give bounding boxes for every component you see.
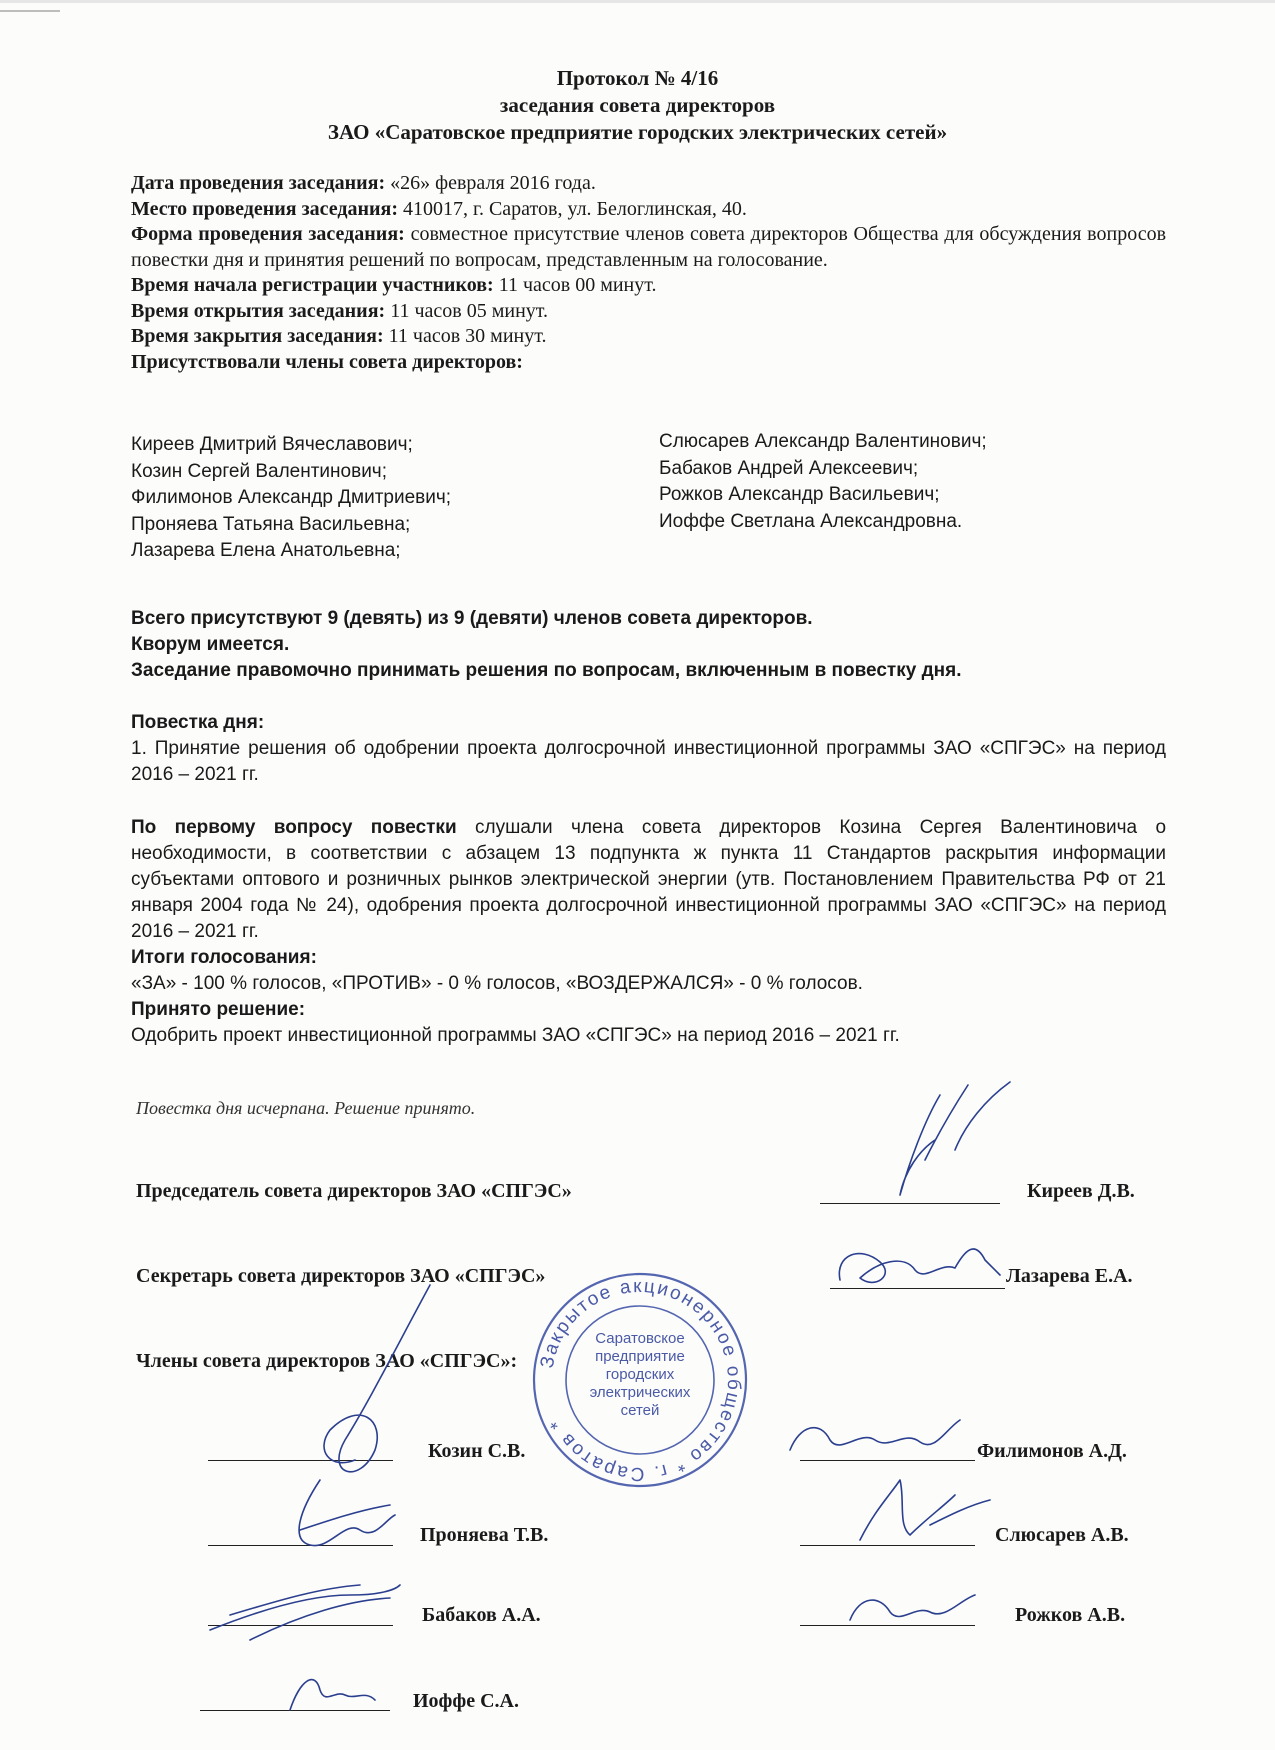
member-name: Филимонов Александр Дмитриевич; (131, 487, 452, 508)
decision-label: Принято решение: (131, 999, 306, 1020)
present-label: Присутствовали члены совета директоров: (131, 350, 523, 373)
signatory-name: Иоффе С.А. (413, 1690, 519, 1712)
member-name: Проняева Татьяна Васильевна; (131, 513, 411, 535)
decision-text: Одобрить проект инвестиционной программы ЗАО «СПГЭС» на период 2016 – 2021 гг. (131, 1025, 900, 1046)
chair-signature-line (820, 1203, 1000, 1204)
signature-line (800, 1625, 975, 1626)
protocol-number: Протокол № 4/16 (556, 66, 719, 90)
agenda-label: Повестка дня: (131, 712, 265, 733)
signature-line (208, 1545, 393, 1546)
chair-label: Председатель совета директоров ЗАО «СПГЭС» (136, 1180, 572, 1202)
signature-line (200, 1710, 390, 1711)
member-name: Козин Сергей Валентинович; (131, 460, 387, 482)
member-name: Киреев Дмитрий Вячеславович; (131, 434, 413, 455)
signature-secretary (839, 1249, 1000, 1282)
member-name: Бабаков Андрей Алексеевич; (659, 457, 919, 479)
signature-member-babakov (210, 1585, 400, 1640)
member-name: Лазарева Елена Анатольевна; (131, 540, 401, 561)
signatory-name: Козин С.В. (428, 1440, 526, 1462)
meeting-details (131, 171, 1166, 375)
stamp-ring-text: Закрытое акционерное общество * г. Саратов * (536, 1275, 745, 1485)
signature-member-filimonov (790, 1420, 960, 1450)
registration-time: Время начала регистрации участников: 11 часов 00 минут. (131, 274, 657, 296)
member-name: Рожков Александр Васильевич; (659, 484, 940, 505)
signature-member-pronyaeva (299, 1480, 395, 1546)
signature-member-slyusarev (860, 1480, 990, 1540)
stamp-center-text: Саратовское предприятие городских электрических сетей (589, 1330, 691, 1419)
quorum-statement: Кворум имеется. (131, 634, 290, 655)
quorum-block (131, 606, 1166, 684)
signature-chair (900, 1082, 1010, 1195)
protocol-subtitle: заседания совета директоров (499, 93, 776, 117)
signature-line (800, 1460, 975, 1461)
question-block (131, 815, 1166, 1049)
vote-label: Итоги голосования: (131, 947, 317, 968)
meeting-date: Дата проведения заседания: «26» февраля 2016 года. (131, 172, 596, 194)
signatory-name: Филимонов А.Д. (977, 1440, 1127, 1462)
signature-member-ioffe (290, 1680, 375, 1710)
attendance-count: Всего присутствуют 9 (девять) из 9 (девяти) членов совета директоров. (131, 608, 813, 629)
closing-note: Повестка дня исчерпана. Решение принято. (136, 1098, 476, 1118)
member-name: Иоффе Светлана Александровна. (659, 510, 963, 532)
signature-member-rozhkov (850, 1595, 975, 1620)
scan-mark (0, 10, 60, 12)
secretary-name: Лазарева Е.А. (1006, 1265, 1133, 1287)
signature-line (208, 1625, 393, 1626)
signatory-name: Бабаков А.А. (422, 1604, 541, 1626)
meeting-form: Форма проведения заседания: совместное присутствие членов совета директоров Общества для обсуждения вопросов повестки дня и принятия решений по вопросам, представленным на голосование. (131, 223, 1167, 271)
secretary-label: Секретарь совета директоров ЗАО «СПГЭС» (136, 1265, 546, 1287)
chair-name: Киреев Д.В. (1027, 1180, 1135, 1202)
signatory-name: Слюсарев А.В. (995, 1524, 1129, 1546)
closing-time: Время закрытия заседания: 11 часов 30 минут. (131, 325, 547, 347)
signature-member-kozin (324, 1285, 430, 1472)
members-left-column (131, 432, 451, 565)
signature-line (208, 1460, 393, 1461)
members-signature-label: Члены совета директоров ЗАО «СПГЭС»: (136, 1350, 518, 1372)
agenda-block (131, 710, 1166, 788)
signatory-name: Проняева Т.В. (420, 1524, 549, 1546)
members-right-column (659, 429, 987, 535)
vote-result: «ЗА» - 100 % голосов, «ПРОТИВ» - 0 % голосов, «ВОЗДЕРЖАЛСЯ» - 0 % голосов. (131, 973, 863, 994)
secretary-signature-line (830, 1288, 1005, 1289)
competency-statement: Заседание правомочно принимать решения по вопросам, включенным в повестку дня. (131, 660, 962, 681)
scan-edge (0, 0, 1275, 3)
agenda-item-1: 1. Принятие решения об одобрении проекта долгосрочной инвестиционной программы ЗАО «СПГЭС» на период 2016 – 2021 гг. (131, 738, 1166, 785)
member-name: Слюсарев Александр Валентинович; (659, 431, 987, 452)
signature-line (800, 1545, 975, 1546)
company-stamp (530, 1270, 750, 1490)
company-name: ЗАО «Саратовское предприятие городских электрических сетей» (327, 120, 948, 144)
opening-time: Время открытия заседания: 11 часов 05 минут. (131, 299, 549, 322)
signatory-name: Рожков А.В. (1015, 1604, 1126, 1626)
question-text: По первому вопросу повестки слушали члена совета директоров Козина Сергея Валентиновича о необходимости, в соответствии с абзацем 13 подпункта ж пункта 11 Стандартов раскрытия информации субъектами оптового и розничных рынков электрической энергии (утв. Постановлением Правительства РФ от 21 января 2004 года № 24), одобрения проекта долгосрочной инвестиционной программы ЗАО «СПГЭС» на период 2016 – 2021 гг. (131, 817, 1167, 942)
meeting-place: Место проведения заседания: 410017, г. Саратов, ул. Белоглинская, 40. (131, 197, 747, 220)
